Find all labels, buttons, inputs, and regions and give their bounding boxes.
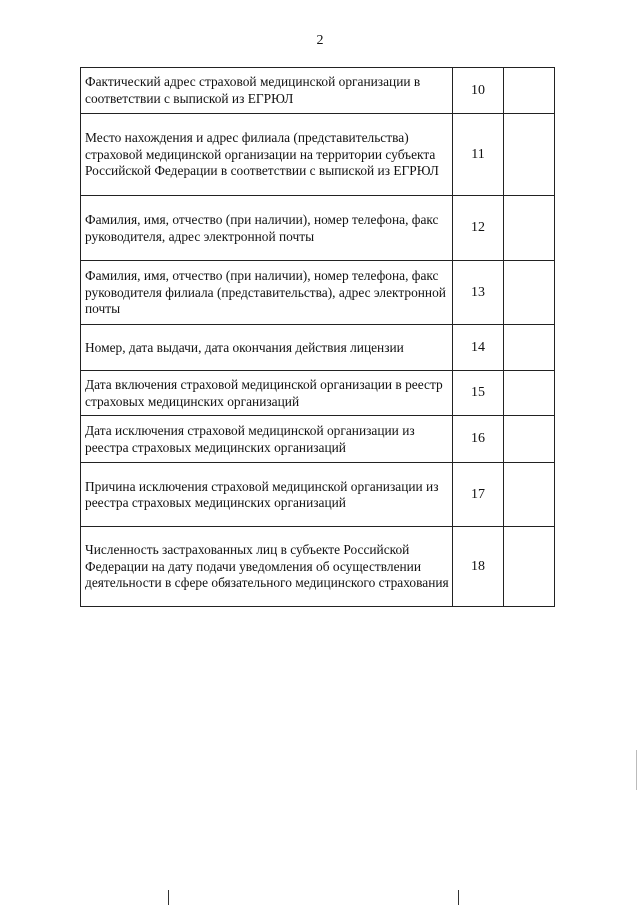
row-value-cell[interactable] bbox=[504, 68, 555, 114]
row-description: Численность застрахованных лиц в субъекте Российской Федерации на дату подачи уведомления об осуществлении деятельности в сфере обязательного медицинского страхования bbox=[81, 527, 453, 607]
row-value-cell[interactable] bbox=[504, 371, 555, 416]
row-value-cell[interactable] bbox=[504, 196, 555, 261]
table-row bbox=[81, 68, 555, 114]
row-description: Причина исключения страховой медицинской организации из реестра страховых медицинских организаций bbox=[81, 463, 453, 527]
row-value-cell[interactable] bbox=[504, 114, 555, 196]
table-row bbox=[81, 416, 555, 463]
row-description: Место нахождения и адрес филиала (представительства) страховой медицинской организации на территории субъекта Российской Федерации в соответствии с выпиской из ЕГРЮЛ bbox=[81, 114, 453, 196]
row-code: 15 bbox=[453, 371, 504, 416]
form-table bbox=[80, 67, 555, 607]
row-value-cell[interactable] bbox=[504, 463, 555, 527]
row-code: 17 bbox=[453, 463, 504, 527]
row-code: 18 bbox=[453, 527, 504, 607]
row-code: 10 bbox=[453, 68, 504, 114]
row-value-cell[interactable] bbox=[504, 325, 555, 371]
table-row bbox=[81, 325, 555, 371]
table-row bbox=[81, 463, 555, 527]
row-value-cell[interactable] bbox=[504, 416, 555, 463]
row-code: 14 bbox=[453, 325, 504, 371]
row-description: Номер, дата выдачи, дата окончания действия лицензии bbox=[81, 325, 453, 371]
scan-edge-mark bbox=[636, 750, 637, 790]
table-row bbox=[81, 527, 555, 607]
row-code: 16 bbox=[453, 416, 504, 463]
table-row bbox=[81, 114, 555, 196]
table-row bbox=[81, 371, 555, 416]
table-row bbox=[81, 196, 555, 261]
row-description: Дата включения страховой медицинской организации в реестр страховых медицинских организаций bbox=[81, 371, 453, 416]
scan-mark-left bbox=[168, 890, 169, 905]
row-value-cell[interactable] bbox=[504, 527, 555, 607]
page-number: 2 bbox=[316, 33, 324, 48]
row-code: 12 bbox=[453, 196, 504, 261]
table-row bbox=[81, 261, 555, 325]
row-value-cell[interactable] bbox=[504, 261, 555, 325]
row-description: Дата исключения страховой медицинской организации из реестра страховых медицинских организаций bbox=[81, 416, 453, 463]
scan-mark-right bbox=[458, 890, 459, 905]
row-description: Фактический адрес страховой медицинской организации в соответствии с выпиской из ЕГРЮЛ bbox=[81, 68, 453, 114]
row-code: 13 bbox=[453, 261, 504, 325]
row-description: Фамилия, имя, отчество (при наличии), номер телефона, факс руководителя, адрес электронной почты bbox=[81, 196, 453, 261]
row-code: 11 bbox=[453, 114, 504, 196]
row-description: Фамилия, имя, отчество (при наличии), номер телефона, факс руководителя филиала (представительства), адрес электронной почты bbox=[81, 261, 453, 325]
